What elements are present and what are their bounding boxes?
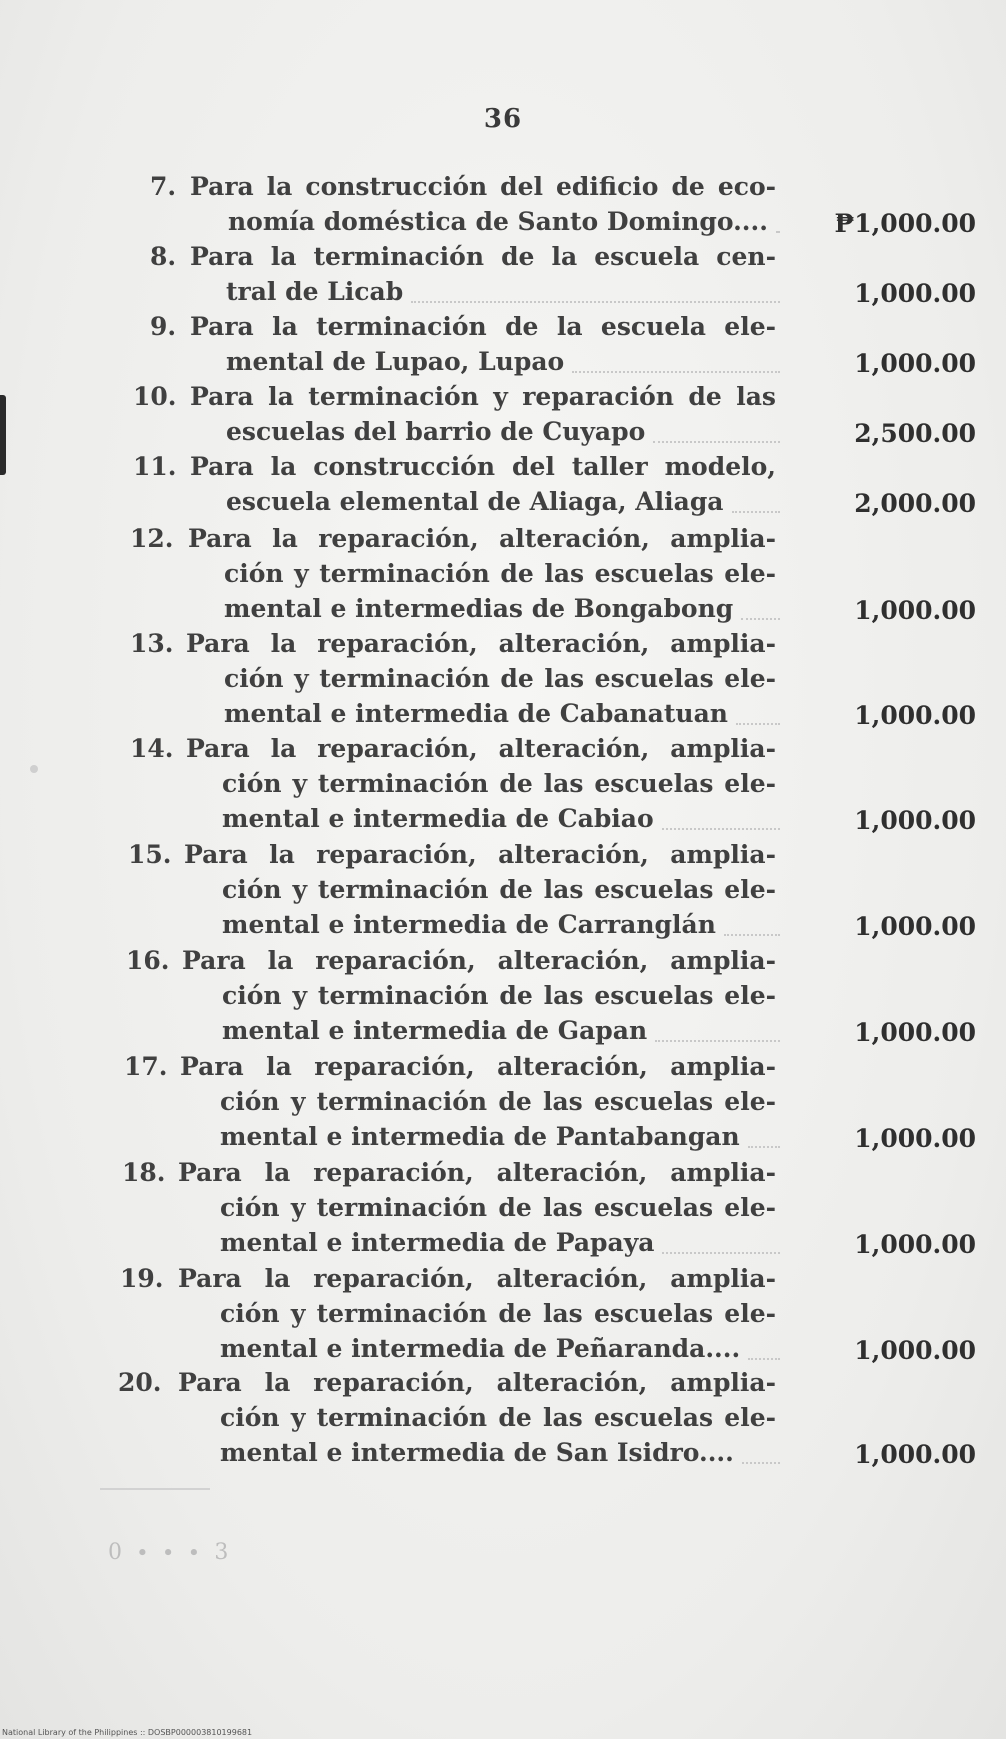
item-number: 20. <box>118 1368 162 1397</box>
item-number: 13. <box>130 629 174 658</box>
item-text-line: Para la terminación y reparación de las <box>190 382 776 411</box>
item-amount: ₱1,000.00 <box>834 209 976 238</box>
item-number: 10. <box>133 382 177 411</box>
item-amount: 1,000.00 <box>854 1124 976 1153</box>
item-number: 11. <box>133 452 177 481</box>
dot-leader <box>655 1040 780 1042</box>
item-text-line: Para la reparación, alteración, amplia- <box>186 734 776 763</box>
bottom-rule <box>100 1488 210 1490</box>
item-number: 7. <box>150 172 177 201</box>
item-number: 14. <box>130 734 174 763</box>
item-text-line: Para la reparación, alteración, amplia- <box>180 1052 776 1081</box>
item-number: 12. <box>130 524 174 553</box>
dot-leader <box>748 1146 780 1148</box>
item-text-line: Para la reparación, alteración, amplia- <box>188 524 776 553</box>
item-number: 18. <box>122 1158 166 1187</box>
binding-edge-mark <box>0 395 6 475</box>
item-number: 16. <box>126 946 170 975</box>
item-text-line: mental e intermedia de Peñaranda.... <box>220 1334 741 1363</box>
item-text-line: Para la reparación, alteración, amplia- <box>178 1264 776 1293</box>
dot-leader <box>742 1462 780 1464</box>
faded-stamp-mark: 0 ∙ ∙ ∙ 3 <box>108 1540 233 1565</box>
item-number: 15. <box>128 840 172 869</box>
item-amount: 1,000.00 <box>854 912 976 941</box>
item-text-line: ción y terminación de las escuelas ele- <box>224 664 776 693</box>
item-text-line: mental e intermedia de Cabanatuan <box>224 699 728 728</box>
item-text-line: tral de Licab <box>226 277 404 306</box>
item-text-line: mental e intermedia de Gapan <box>222 1016 648 1045</box>
item-text-line: Para la construcción del taller modelo, <box>190 452 776 481</box>
dot-leader <box>741 618 780 620</box>
item-text-line: mental de Lupao, Lupao <box>226 347 565 376</box>
item-number: 9. <box>150 312 177 341</box>
item-amount: 1,000.00 <box>854 279 976 308</box>
item-amount: 2,500.00 <box>854 419 976 448</box>
item-text-line: mental e intermedia de Pantabangan <box>220 1122 740 1151</box>
dot-leader <box>411 301 780 303</box>
item-text-line: Para la reparación, alteración, amplia- <box>184 840 776 869</box>
item-text-line: escuela elemental de Aliaga, Aliaga <box>226 487 724 516</box>
item-amount: 1,000.00 <box>854 1018 976 1047</box>
item-text-line: ción y terminación de las escuelas ele- <box>224 559 776 588</box>
dot-leader <box>776 231 780 233</box>
item-number: 17. <box>124 1052 168 1081</box>
item-amount: 1,000.00 <box>854 1440 976 1469</box>
item-amount: 2,000.00 <box>854 489 976 518</box>
item-text-line: Para la terminación de la escuela ele- <box>190 312 776 341</box>
item-text-line: Para la construcción del edificio de eco- <box>190 172 776 201</box>
item-amount: 1,000.00 <box>854 349 976 378</box>
item-text-line: mental e intermedias de Bongabong <box>224 594 734 623</box>
item-text-line: mental e intermedia de Cabiao <box>222 804 654 833</box>
item-text-line: nomía doméstica de Santo Domingo.... <box>228 207 768 236</box>
item-text-line: ción y terminación de las escuelas ele- <box>220 1193 776 1222</box>
dot-leader <box>662 1252 780 1254</box>
scan-footer: National Library of the Philippines :: DOSBP000003810199681 <box>2 1728 253 1737</box>
item-text-line: Para la reparación, alteración, amplia- <box>178 1158 776 1187</box>
item-text-line: mental e intermedia de San Isidro.... <box>220 1438 734 1467</box>
item-text-line: ción y terminación de las escuelas ele- <box>220 1087 776 1116</box>
item-text-line: ción y terminación de las escuelas ele- <box>222 875 776 904</box>
item-number: 8. <box>150 242 177 271</box>
item-text-line: Para la reparación, alteración, amplia- <box>186 629 776 658</box>
item-amount: 1,000.00 <box>854 701 976 730</box>
dot-leader <box>724 934 780 936</box>
item-amount: 1,000.00 <box>854 596 976 625</box>
item-text-line: mental e intermedia de Carranglán <box>222 910 716 939</box>
dot-leader <box>732 511 780 513</box>
dot-leader <box>572 371 780 373</box>
item-text-line: Para la terminación de la escuela cen- <box>190 242 776 271</box>
item-text-line: ción y terminación de las escuelas ele- <box>222 981 776 1010</box>
item-text-line: ción y terminación de las escuelas ele- <box>220 1299 776 1328</box>
item-text-line: escuelas del barrio de Cuyapo <box>226 417 646 446</box>
item-number: 19. <box>120 1264 164 1293</box>
dot-leader <box>736 723 780 725</box>
page-number: 36 <box>483 104 523 134</box>
item-text-line: Para la reparación, alteración, amplia- <box>182 946 776 975</box>
item-amount: 1,000.00 <box>854 1230 976 1259</box>
item-text-line: ción y terminación de las escuelas ele- <box>220 1403 776 1432</box>
dot-leader <box>653 441 780 443</box>
item-text-line: ción y terminación de las escuelas ele- <box>222 769 776 798</box>
item-text-line: mental e intermedia de Papaya <box>220 1228 655 1257</box>
scan-smudge <box>30 765 38 773</box>
item-text-line: Para la reparación, alteración, amplia- <box>178 1368 776 1397</box>
dot-leader <box>748 1358 780 1360</box>
item-amount: 1,000.00 <box>854 1336 976 1365</box>
item-amount: 1,000.00 <box>854 806 976 835</box>
dot-leader <box>662 828 780 830</box>
